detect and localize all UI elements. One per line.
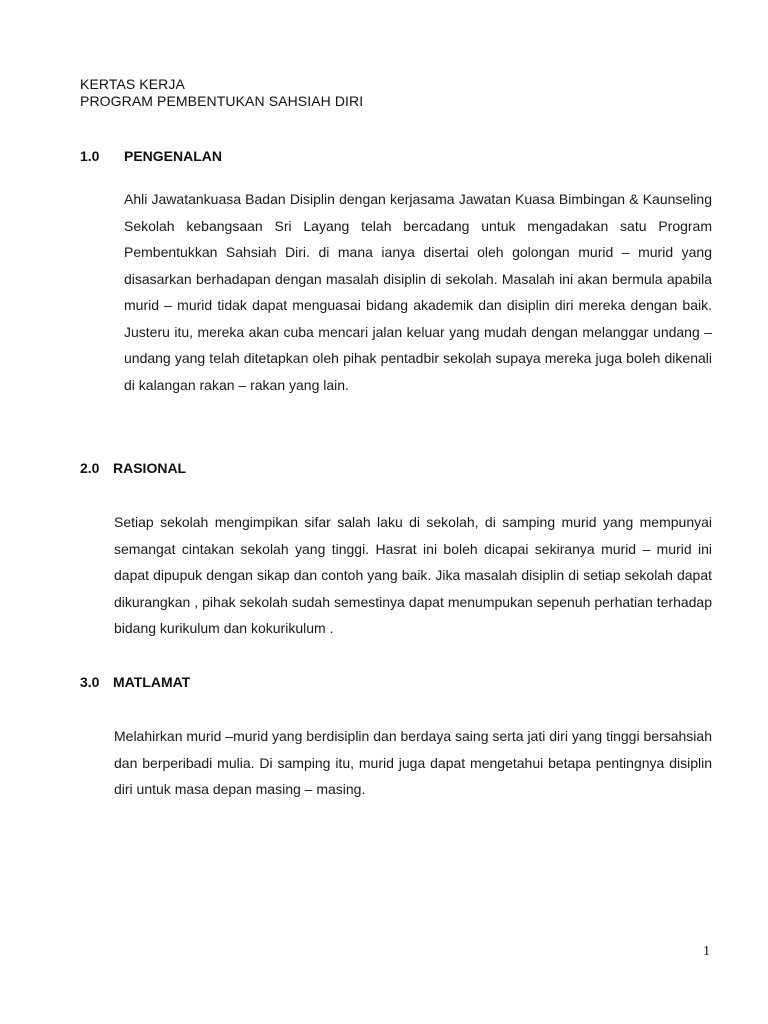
section-body-matlamat: Melahirkan murid –murid yang berdisiplin dan berdaya saing serta jati diri yang tinggi bersahsiah dan berperibadi mulia. Di samping itu, murid juga dapat mengetahui betapa pentingnya disiplin diri untuk masa depan masing – masing. bbox=[114, 728, 712, 797]
section-title: PENGENALAN bbox=[124, 148, 223, 164]
section-number: 3.0 bbox=[80, 674, 100, 690]
page-number: 1 bbox=[703, 944, 710, 959]
section-heading-matlamat bbox=[80, 674, 190, 690]
section-number: 2.0 bbox=[80, 460, 100, 476]
document-type-label: KERTAS KERJA bbox=[80, 76, 185, 92]
document-header bbox=[80, 76, 363, 110]
section-body-pengenalan: Ahli Jawatankuasa Badan Disiplin dengan kerjasama Jawatan Kuasa Bimbingan & Kaunseling Sekolah kebangsaan Sri Layang telah bercadang untuk mengadakan satu Program Pembentukkan Sahsiah Diri. di mana ianya disertai oleh golongan murid – murid yang disasarkan berhadapan dengan masalah disiplin di sekolah. Masalah ini akan bermula apabila murid – murid tidak dapat menguasai bidang akademik dan disiplin diri mereka dengan baik. Justeru itu, mereka akan cuba mencari jalan keluar yang mudah dengan melanggar undang – undang yang telah ditetapkan oleh pihak pentadbir sekolah supaya mereka juga boleh dikenali di kalangan rakan – rakan yang lain. bbox=[124, 191, 712, 393]
section-number: 1.0 bbox=[80, 148, 100, 164]
section-title: MATLAMAT bbox=[113, 674, 191, 690]
section-title: RASIONAL bbox=[113, 460, 187, 476]
section-heading-pengenalan bbox=[80, 148, 222, 164]
document-title: PROGRAM PEMBENTUKAN SAHSIAH DIRI bbox=[80, 93, 364, 109]
section-body-rasional: Setiap sekolah mengimpikan sifar salah laku di sekolah, di samping murid yang mempunyai semangat cintakan sekolah yang tinggi. Hasrat ini boleh dicapai sekiranya murid – murid ini dapat dipupuk dengan sikap dan contoh yang baik. Jika masalah disiplin di setiap sekolah dapat dikurangkan , pihak sekolah sudah semestinya dapat menumpukan sepenuh perhatian terhadap bidang kurikulum dan kokurikulum . bbox=[114, 514, 712, 636]
section-heading-rasional bbox=[80, 460, 186, 476]
